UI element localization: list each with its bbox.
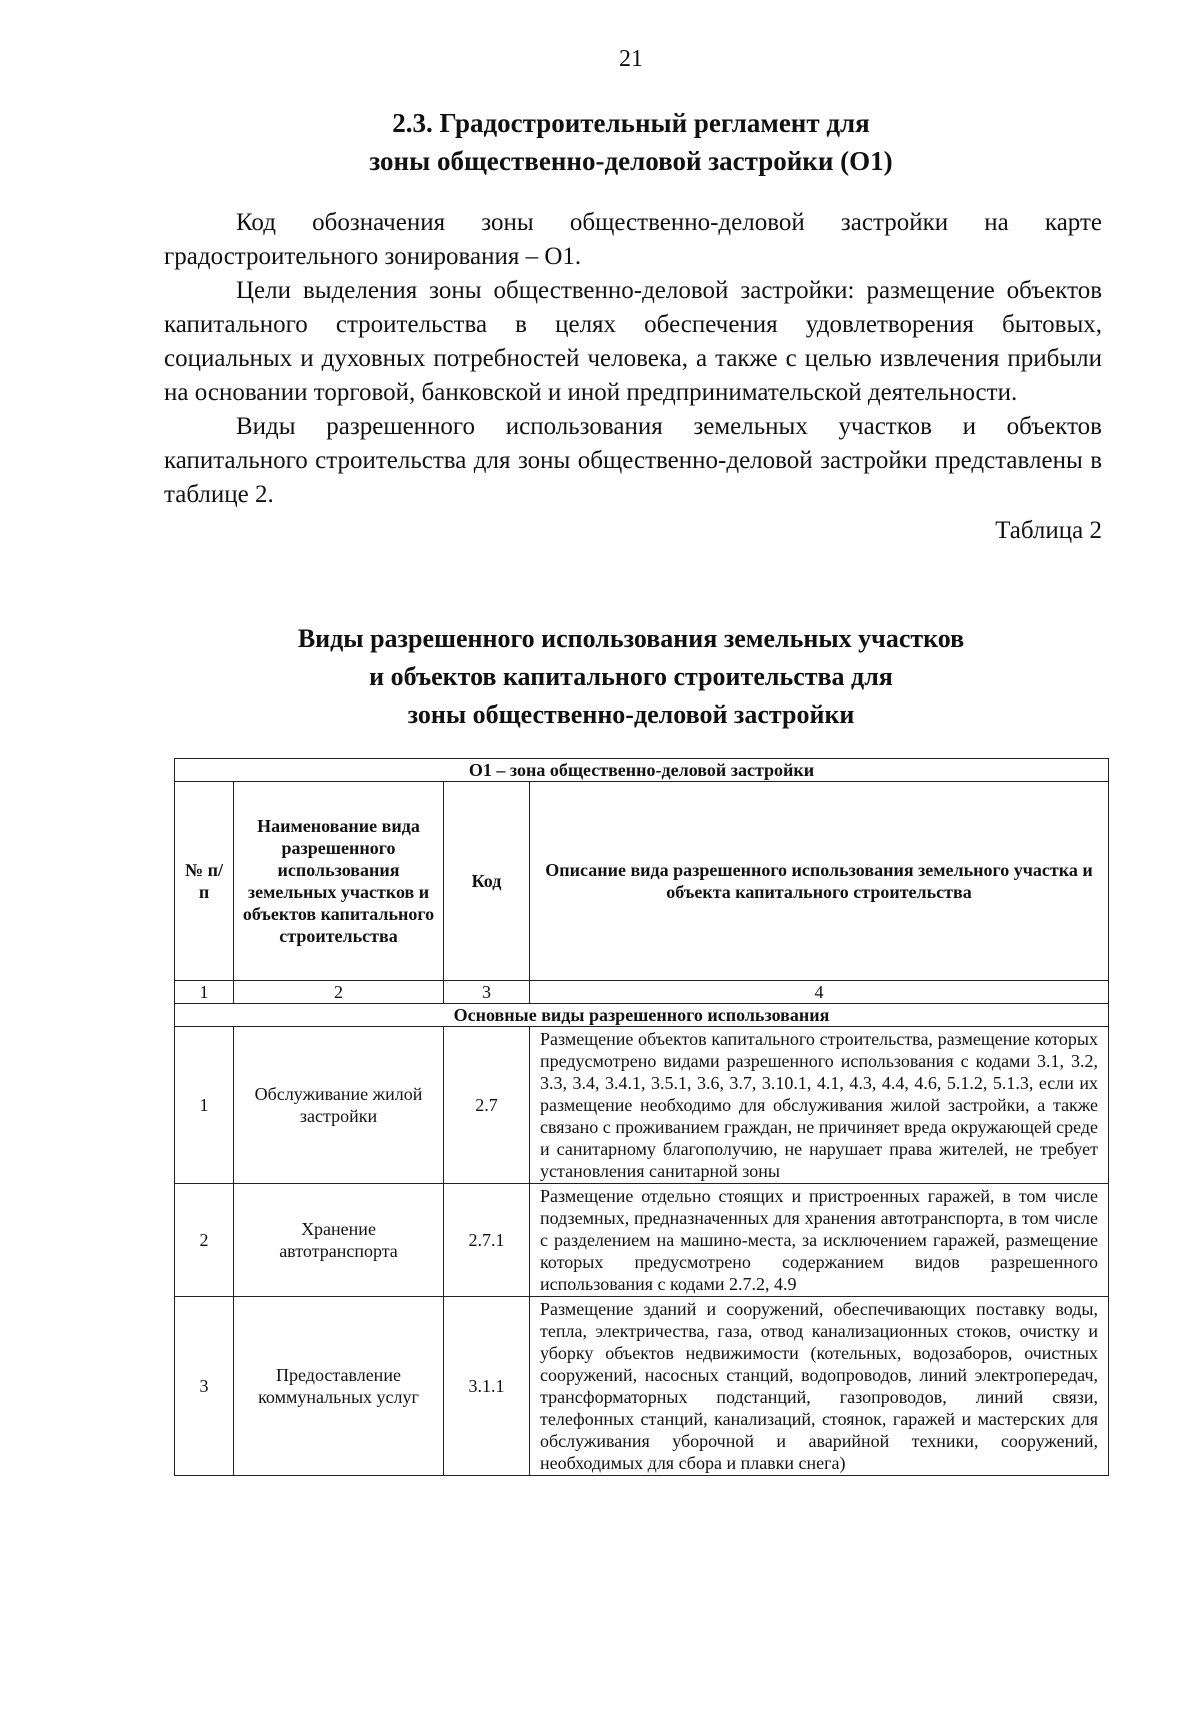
header-description: Описание вида разрешенного использования земельного участка и объекта капитального строительства xyxy=(530,782,1109,981)
table-row xyxy=(175,1027,1109,1184)
table-title xyxy=(0,620,1200,734)
row-description: Размещение объектов капитального строительства, размещение которых предусмотрено видами разрешенного использования с кодами 3.1, 3.2, 3.3, 3.4, 3.4.1, 3.5.1, 3.6, 3.7, 3.10.1, 4.1, 4.3, 4.4, 4.6, 5.1.2, 5.1.3, если их размещение необходимо для обслуживания жилой застройки, а также связано с проживанием граждан, не причиняет вреда окружающей среде и санитарному благополучию, не нарушает права жителей, не требует установления санитарной зоны xyxy=(530,1027,1109,1184)
section-title-line-2: зоны общественно-деловой застройки (О1) xyxy=(369,146,893,176)
section-title-line-1: 2.3. Градостроительный регламент для xyxy=(392,108,870,138)
row-num: 1 xyxy=(175,1027,234,1184)
header-code: Код xyxy=(444,782,530,981)
table-title-line-2: и объектов капитального строительства для xyxy=(369,662,893,691)
column-number-cell: 4 xyxy=(530,981,1109,1004)
group-label: Основные виды разрешенного использования xyxy=(175,1004,1109,1027)
zone-header-row xyxy=(175,759,1109,782)
column-number-cell: 2 xyxy=(234,981,444,1004)
table-title-line-1: Виды разрешенного использования земельных участков xyxy=(297,624,965,653)
row-code: 3.1.1 xyxy=(444,1297,530,1476)
group-row xyxy=(175,1004,1109,1027)
paragraph-permitted-uses: Виды разрешенного использования земельных участков и объектов капитального строительства для зоны общественно-деловой застройки представлены в таблице 2. xyxy=(164,413,1102,508)
body-text xyxy=(164,206,1102,548)
row-description: Размещение зданий и сооружений, обеспечивающих поставку воды, тепла, электричества, газа, отвод канализационных стоков, очистку и уборку объектов недвижимости (котельных, водозаборов, очистных сооружений, насосных станций, водопроводов, линий электропередач, трансформаторных подстанций, газопроводов, линий связи, телефонных станций, канализаций, стоянок, гаражей и мастерских для обслуживания уборочной и аварийной техники, сооружений, необходимых для сбора и плавки снега) xyxy=(530,1297,1109,1476)
column-number-cell: 1 xyxy=(175,981,234,1004)
column-number-cell: 3 xyxy=(444,981,530,1004)
table-label: Таблица 2 xyxy=(995,517,1102,544)
zone-header-cell: О1 – зона общественно-деловой застройки xyxy=(175,759,1109,782)
section-title xyxy=(0,104,1200,180)
row-code: 2.7.1 xyxy=(444,1184,530,1297)
table-row xyxy=(175,1184,1109,1297)
column-number-row xyxy=(175,981,1109,1004)
row-num: 2 xyxy=(175,1184,234,1297)
row-description: Размещение отдельно стоящих и пристроенных гаражей, в том числе подземных, предназначенных для хранения автотранспорта, в том числе с разделением на машино-места, за исключением гаражей, размещение которых предусмотрено содержанием видов разрешенного использования с кодами 2.7.2, 4.9 xyxy=(530,1184,1109,1297)
page-number: 21 xyxy=(619,46,643,72)
row-code: 2.7 xyxy=(444,1027,530,1184)
table-title-line-3: зоны общественно-деловой застройки xyxy=(407,700,855,729)
header-num: № п/п xyxy=(175,782,234,981)
paragraph-zone-goals: Цели выделения зоны общественно-деловой застройки: размещение объектов капитального строительства в целях обеспечения удовлетворения бытовых, социальных и духовных потребностей человека, а также с целью извлечения прибыли на основании торговой, банковской и иной предпринимательской деятельности. xyxy=(164,277,1102,406)
row-num: 3 xyxy=(175,1297,234,1476)
header-name: Наименование вида разрешенного использования земельных участков и объектов капитального строительства xyxy=(234,782,444,981)
row-name: Предоставление коммунальных услуг xyxy=(234,1297,444,1476)
row-name: Хранение автотранспорта xyxy=(234,1184,444,1297)
table-row xyxy=(175,1297,1109,1476)
column-header-row xyxy=(175,782,1109,981)
permitted-uses-table xyxy=(174,758,1109,1476)
row-name: Обслуживание жилой застройки xyxy=(234,1027,444,1184)
paragraph-zone-code: Код обозначения зоны общественно-деловой застройки на карте градостроительного зонирования – О1. xyxy=(164,209,1102,270)
